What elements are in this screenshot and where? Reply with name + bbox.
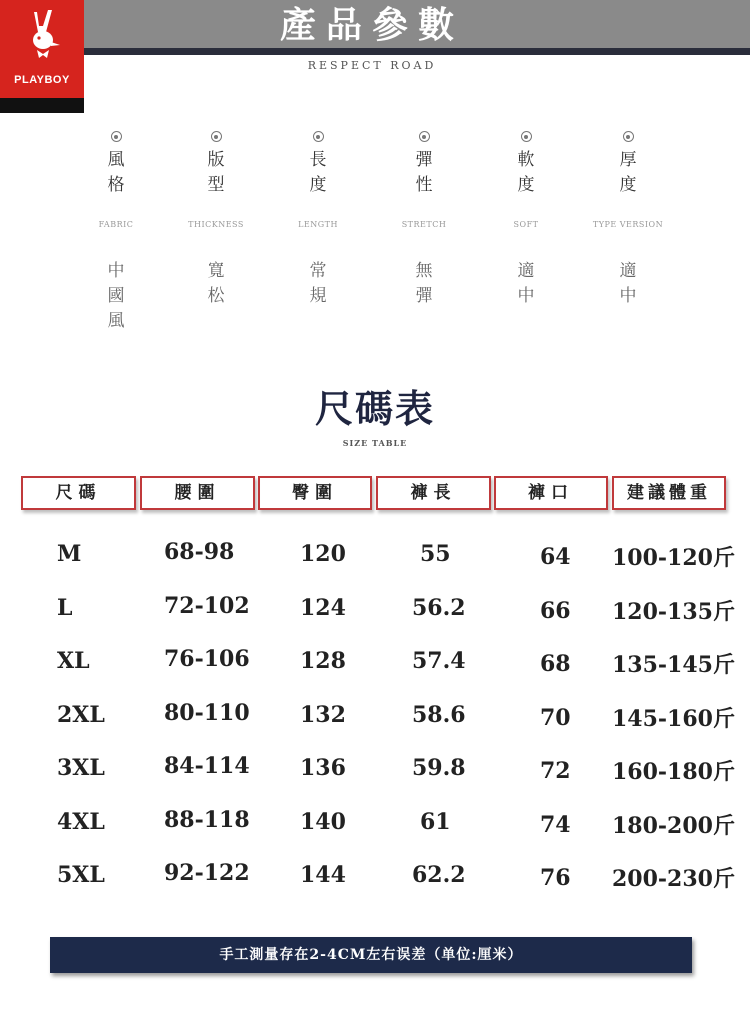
header-hem: 褲口: [494, 476, 608, 510]
cell-weight: 120-135斤: [612, 599, 735, 625]
cell-size: 2XL: [57, 702, 105, 728]
param-en-label: TYPE VERSION: [592, 220, 664, 229]
radio-dot-icon: [211, 131, 222, 142]
cell-hem: 76: [540, 865, 571, 891]
cell-weight: 160-180斤: [612, 759, 735, 785]
header-weight: 建議體重: [612, 476, 726, 510]
param-value-softness: [486, 259, 566, 309]
param-label: 風格: [107, 150, 125, 195]
cell-waist: 72-102: [164, 593, 250, 619]
cell-hem: 70: [540, 705, 571, 731]
cell-hem: 72: [540, 758, 571, 784]
cell-weight: 200-230斤: [612, 866, 735, 892]
param-label: 厚度: [619, 150, 637, 195]
cell-length: 59.8: [412, 755, 466, 781]
cell-hip: 144: [300, 862, 346, 888]
cell-waist: 80-110: [164, 700, 250, 726]
cell-length: 62.2: [412, 862, 466, 888]
radio-dot-icon: [419, 131, 430, 142]
param-value: 無彈: [415, 261, 433, 306]
size-table-title: 尺碼表: [314, 386, 435, 431]
cell-hem: 74: [540, 812, 571, 838]
header-underline: [84, 48, 750, 55]
param-en-label: SOFT: [513, 220, 539, 229]
param-softness: [486, 131, 566, 229]
param-value-style: [76, 259, 156, 334]
param-value-thickness: [588, 259, 668, 309]
cell-length: 56.2: [412, 595, 466, 621]
cell-size: M: [57, 541, 82, 567]
param-value: 中國風: [107, 261, 125, 331]
param-label: 軟度: [517, 150, 535, 195]
cell-waist: 88-118: [164, 807, 250, 833]
cell-hem: 66: [540, 598, 571, 624]
param-value-stretch: [384, 259, 464, 309]
radio-dot-icon: [313, 131, 324, 142]
param-label: 版型: [207, 150, 225, 195]
cell-size: XL: [57, 648, 90, 674]
param-style: [76, 131, 156, 229]
cell-hem: 68: [540, 651, 571, 677]
cell-size: 4XL: [57, 809, 105, 835]
cell-length: 57.4: [412, 648, 466, 674]
cell-waist: 68-98: [164, 539, 235, 565]
cell-length: 58.6: [412, 702, 466, 728]
param-en-label: LENGTH: [298, 220, 338, 229]
param-stretch: [384, 131, 464, 229]
cell-weight: 135-145斤: [612, 652, 735, 678]
cell-waist: 76-106: [164, 646, 250, 672]
radio-dot-icon: [111, 131, 122, 142]
header-pant-length: 褲長: [376, 476, 491, 510]
radio-dot-icon: [623, 131, 634, 142]
param-thickness: [588, 131, 668, 229]
page-subtitle: RESPECT ROAD: [307, 59, 437, 72]
bunny-icon: [20, 8, 64, 68]
cell-weight: 145-160斤: [612, 706, 735, 732]
cell-length: 61: [420, 809, 451, 835]
page-title: 產品參數: [279, 4, 464, 46]
param-value: 適中: [619, 261, 637, 306]
cell-hip: 136: [300, 755, 346, 781]
brand-logo: [0, 0, 84, 113]
param-value-length: [278, 259, 358, 309]
header-hip: 臀圍: [258, 476, 372, 510]
logo-text: PLAYBOY: [14, 74, 70, 86]
param-label: 長度: [309, 150, 327, 195]
cell-hip: 132: [300, 702, 346, 728]
param-label: 彈性: [415, 150, 433, 195]
cell-weight: 100-120斤: [612, 545, 735, 571]
cell-hem: 64: [540, 544, 571, 570]
param-en-label: THICKNESS: [188, 220, 244, 229]
cell-hip: 128: [300, 648, 346, 674]
cell-hip: 120: [300, 541, 346, 567]
cell-size: L: [57, 595, 73, 621]
param-length: [278, 131, 358, 229]
cell-length: 55: [420, 541, 451, 567]
cell-weight: 180-200斤: [612, 813, 735, 839]
cell-waist: 92-122: [164, 860, 250, 886]
size-table-subtitle: SIZE TABLE: [342, 438, 408, 448]
cell-hip: 140: [300, 809, 346, 835]
radio-dot-icon: [521, 131, 532, 142]
header-waist: 腰圍: [140, 476, 255, 510]
header-size: 尺碼: [21, 476, 136, 510]
cell-size: 3XL: [57, 755, 105, 781]
param-en-label: FABRIC: [98, 220, 134, 229]
param-value: 適中: [517, 261, 535, 306]
param-value: 寬松: [207, 261, 225, 306]
cell-size: 5XL: [57, 862, 105, 888]
param-value: 常規: [309, 261, 327, 306]
param-value-fit: [176, 259, 256, 309]
measurement-note: 手工測量存在2-4CM左右误差（单位:厘米）: [50, 937, 692, 973]
cell-waist: 84-114: [164, 753, 250, 779]
param-en-label: STRETCH: [401, 220, 447, 229]
cell-hip: 124: [300, 595, 346, 621]
param-fit: [176, 131, 256, 229]
